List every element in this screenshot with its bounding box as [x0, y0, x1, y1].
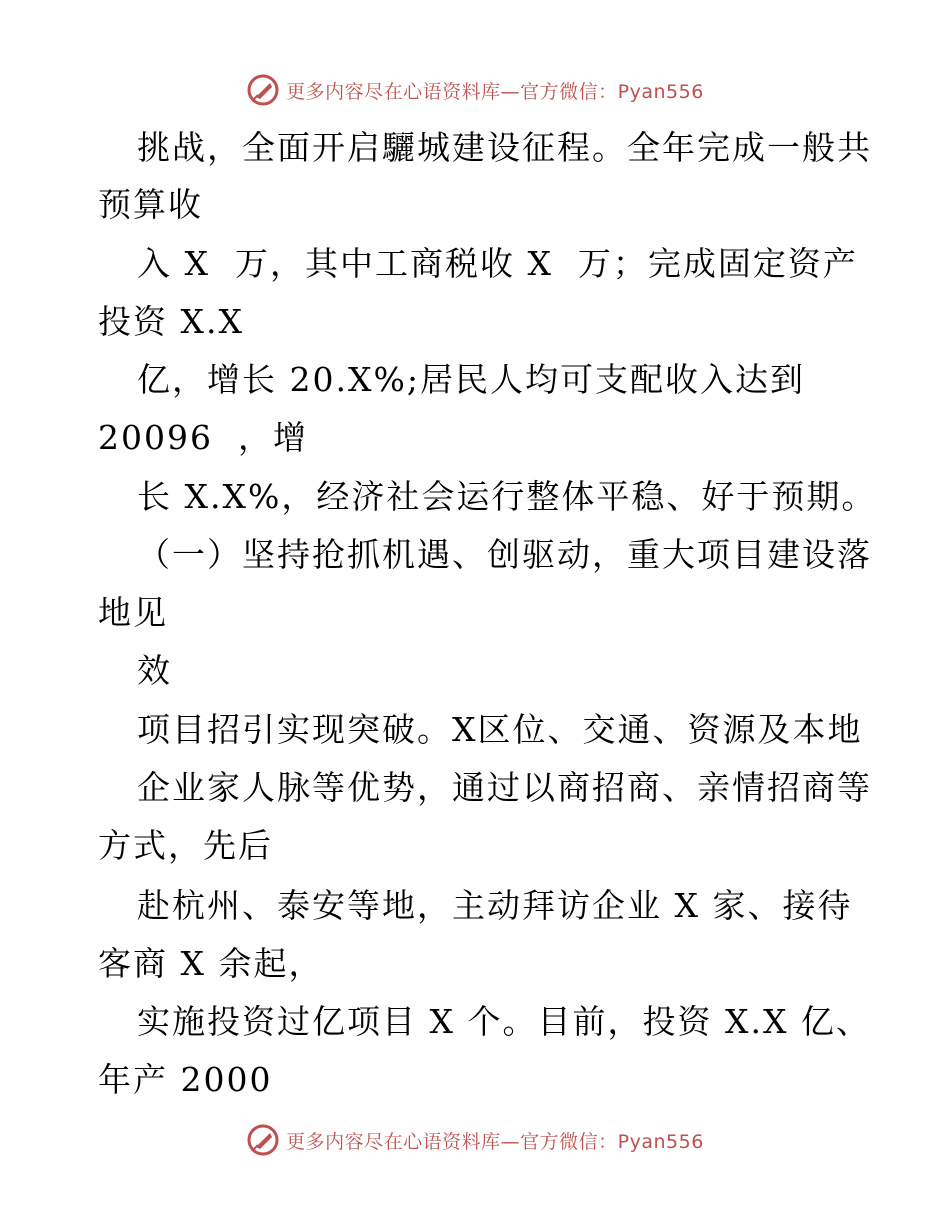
text-line: 亿，增长 20.X%;居民人均可支配收入达到 — [137, 360, 805, 399]
text-line: 20096 ，增 — [98, 418, 308, 457]
footer-watermark — [0, 1120, 950, 1160]
text-line: 方式，先后 — [98, 826, 273, 865]
text-line: 客商 X 余起， — [98, 944, 324, 983]
section-heading: （一）坚持抢抓机遇、创驱动，重大项目建设落 — [137, 535, 872, 574]
text-line: 入 X 万，其中工商税收 X 万；完成固定资产 — [137, 244, 858, 283]
text-line: 年产 2000 — [98, 1060, 273, 1099]
text-line: 企业家人脉等优势，通过以商招商、亲情招商等 — [137, 768, 872, 807]
text-line: 预算收 — [98, 185, 203, 224]
watermark-text: 更多内容尽在心语资料库—官方微信：Pyan556 — [286, 80, 704, 103]
quill-logo-icon — [246, 1123, 280, 1157]
text-line: 挑战，全面开启驪城建设征程。全年完成一般共 — [137, 128, 872, 167]
text-line: 长 X.X%，经济社会运行整体平稳、好于预期。 — [137, 477, 877, 516]
watermark-text: 更多内容尽在心语资料库—官方微信：Pyan556 — [286, 1130, 704, 1153]
text-line: 地见 — [98, 593, 168, 632]
text-line: 项目招引实现突破。X区位、交通、资源及本地 — [137, 710, 863, 749]
text-line: 实施投资过亿项目 X 个。目前，投资 X.X 亿、 — [137, 1002, 871, 1041]
text-line: 效 — [137, 651, 172, 690]
text-line: 赴杭州、泰安等地，主动拜访企业 X 家、接待 — [137, 886, 853, 925]
text-line: 投资 X.X — [98, 302, 244, 341]
